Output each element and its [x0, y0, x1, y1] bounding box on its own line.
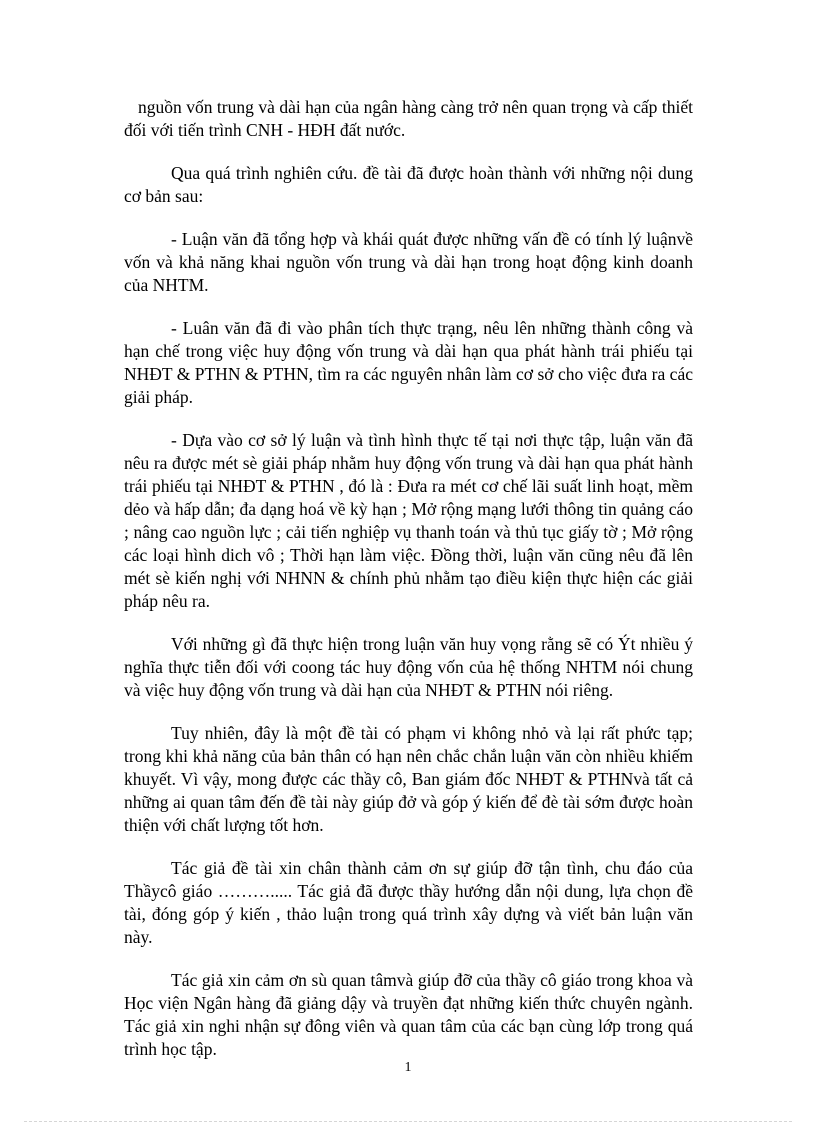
- page-bottom-edge: [24, 1121, 792, 1122]
- paragraph-4: - Luân văn đã đi vào phân tích thực trạng, nêu lên những thành công và hạn chế trong việc huy động vốn trung và dài hạn qua phát hành trái phiếu tại NHĐT & PTHN & PTHN, tìm ra các nguyên nhân làm cơ sở cho việc đưa ra các giải pháp.: [124, 318, 693, 407]
- paragraph-2: Qua quá trình nghiên cứu. đề tài đã được hoàn thành với những nội dung cơ bản sau:: [124, 163, 693, 206]
- paragraph-8: Tác giả đề tài xin chân thành cảm ơn sự giúp đỡ tận tình, chu đáo của Thầycô giáo ………..... Tác giả đã được thầy hướng dẫn nội dung, lựa chọn đề tài, đóng góp ý kiến , thảo luận trong quá trình xây dựng và viết bản luận văn này.: [124, 858, 693, 947]
- paragraph-6: Với những gì đã thực hiện trong luận văn huy vọng rằng sẽ có Ýt nhiều ý nghĩa thực tiễn đối với coong tác huy động vốn của hệ thống NHTM nói chung và việc huy động vốn trung và dài hạn của NHĐT & PTHN nói riêng.: [124, 634, 693, 700]
- paragraph-3: - Luận văn đã tổng hợp và khái quát được những vấn đề có tính lý luậnvề vốn và khả năng khai nguồn vốn trung và dài hạn trong hoạt động kinh doanh của NHTM.: [124, 229, 693, 295]
- paragraph-7: Tuy nhiên, đây là một đề tài có phạm vi không nhỏ và lại rất phức tạp; trong khi khả năng của bản thân có hạn nên chắc chắn luận văn còn nhiều khiếm khuyết. Vì vậy, mong được các thầy cô, Ban giám đốc NHĐT & PTHNvà tất cả những ai quan tâm đến đề tài này giúp đở và góp ý kiến để đè tài sớm được hoàn thiện với chất lượng tốt hơn.: [124, 723, 693, 835]
- page-number: 1: [404, 1060, 412, 1075]
- paragraph-5: - Dựa vào cơ sở lý luận và tình hình thực tế tại nơi thực tập, luận văn đã nêu ra được mét sè giải pháp nhằm huy động vốn trung và dài hạn qua phát hành trái phiếu tại NHĐT & PTHN , đó là : Đưa ra mét cơ chế lãi suất linh hoạt, mềm dẻo và hấp dẫn; đa dạng hoá về kỳ hạn ; Mở rộng mạng lưới thông tin quảng cáo ; nâng cao nguồn lực ; cải tiến nghiệp vụ thanh toán và thủ tục giấy tờ ; Mở rộng các loại hình dich vô ; Thời hạn làm việc. Đồng thời, luận văn cũng nêu đã lên mét sè kiến nghị với NHNN & chính phủ nhằm tạo điều kiện thực hiện các giải pháp nêu ra.: [124, 430, 693, 611]
- document-body: [124, 96, 693, 1081]
- paragraph-9: Tác giả xin cảm ơn sù quan tâmvà giúp đỡ của thầy cô giáo trong khoa và Học viện Ngân hàng đã giảng dậy và truyền đạt những kiến thức chuyên ngành. Tác giả xin nghi nhận sự đông viên và quan tâm của các bạn cùng lớp trong quá trình học tập.: [124, 970, 693, 1059]
- paragraph-1: nguồn vốn trung và dài hạn của ngân hàng càng trở nên quan trọng và cấp thiết đối với tiến trình CNH - HĐH đất nước.: [124, 97, 693, 140]
